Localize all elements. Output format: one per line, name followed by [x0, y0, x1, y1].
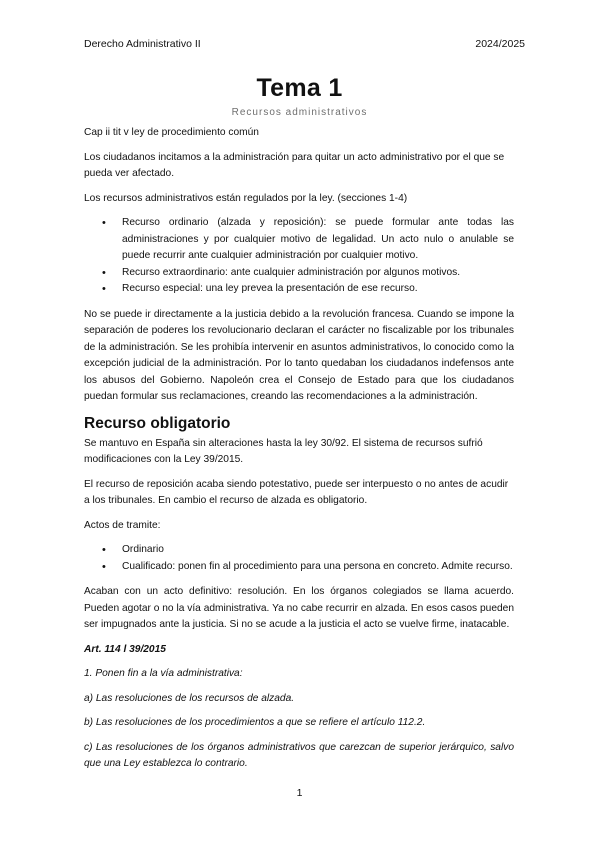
page-title: Tema 1 [256, 74, 343, 102]
article-item: b) Las resoluciones de los procedimientos a que se refiere el artículo 112.2. [84, 717, 426, 728]
article-heading: Art. 114 l 39/2015 [84, 643, 166, 655]
page-subtitle: Recursos administrativos [231, 107, 368, 118]
list-item: • Ordinario [122, 542, 514, 559]
article-item: 1. Ponen fin a la vía administrativa: [84, 668, 243, 679]
intro-paragraph: Los ciudadanos incitamos a la administración para quitar un acto administrativo por el que se pueda ver afectado. [84, 151, 505, 179]
list-item: • Recurso extraordinario: ante cualquier administración por algunos motivos. [122, 265, 514, 282]
page-number: 1 [296, 787, 303, 799]
section-heading: Recurso obligatorio [84, 414, 231, 432]
history-paragraph: No se puede ir directamente a la justicia debido a la revolución francesa. Cuando se impone la separación de poderes los revolucionario declaran el carácter no fiscalizable por los tribunales de la administración. Se les prohibía intervenir en asuntos administrativos, lo conocido como la excepción judicial de la administración. Por lo tanto quedaban los ciudadanos indefensos ante los abusos del Gobierno. Napoleón crea el Consejo de Estado para que los ciudadanos puedan formular sus reclamaciones, creando las recomendaciones a la administración. [84, 308, 514, 402]
regulation-paragraph: Los recursos administrativos están regulados por la ley. (secciones 1-4) [84, 192, 408, 204]
article-item: c) Las resoluciones de los órganos administrativos que carezcan de superior jerárquico, salvo que una Ley establezca lo contrario. [84, 741, 514, 769]
reposicion-paragraph: El recurso de reposición acaba siendo potestativo, puede ser interpuesto o no antes de acudir a los tribunales. En cambio el recurso de alzada es obligatorio. [84, 478, 509, 506]
chapter-reference: Cap ii tit v ley de procedimiento común [84, 127, 259, 138]
article-item: a) Las resoluciones de los recursos de alzada. [84, 692, 295, 704]
actos-tramite-label: Actos de tramite: [84, 519, 161, 531]
list-item: • Recurso ordinario (alzada y reposición): se puede formular ante todas las administraciones y por cualquier motivo de legalidad. Un acto nulo o anulable se puede recurrir ante cualquier administración por cualquier motivo. [122, 215, 514, 265]
actos-list [84, 542, 514, 575]
resolucion-paragraph: Acaban con un acto definitivo: resolución. En los órganos colegiados se llama acuerdo. Pueden agotar o no la vía administrativa. Ya no cabe recurrir en alzada. En esos casos pueden ser impugnados ante la justicia. Si no se acude a la justicia el acto se vuelve firme, inatacable. [84, 586, 514, 630]
document-body [84, 125, 514, 781]
header-year: 2024/2025 [475, 38, 525, 50]
header-course: Derecho Administrativo II [84, 38, 201, 50]
law-change-paragraph: Se mantuvo en España sin alteraciones hasta la ley 30/92. El sistema de recursos sufrió modificaciones con la Ley 39/2015. [84, 437, 483, 465]
recurso-types-list [84, 215, 514, 298]
list-item: • Recurso especial: una ley prevea la presentación de ese recurso. [122, 281, 514, 298]
list-item: • Cualificado: ponen fin al procedimiento para una persona en concreto. Admite recurso. [122, 559, 514, 576]
